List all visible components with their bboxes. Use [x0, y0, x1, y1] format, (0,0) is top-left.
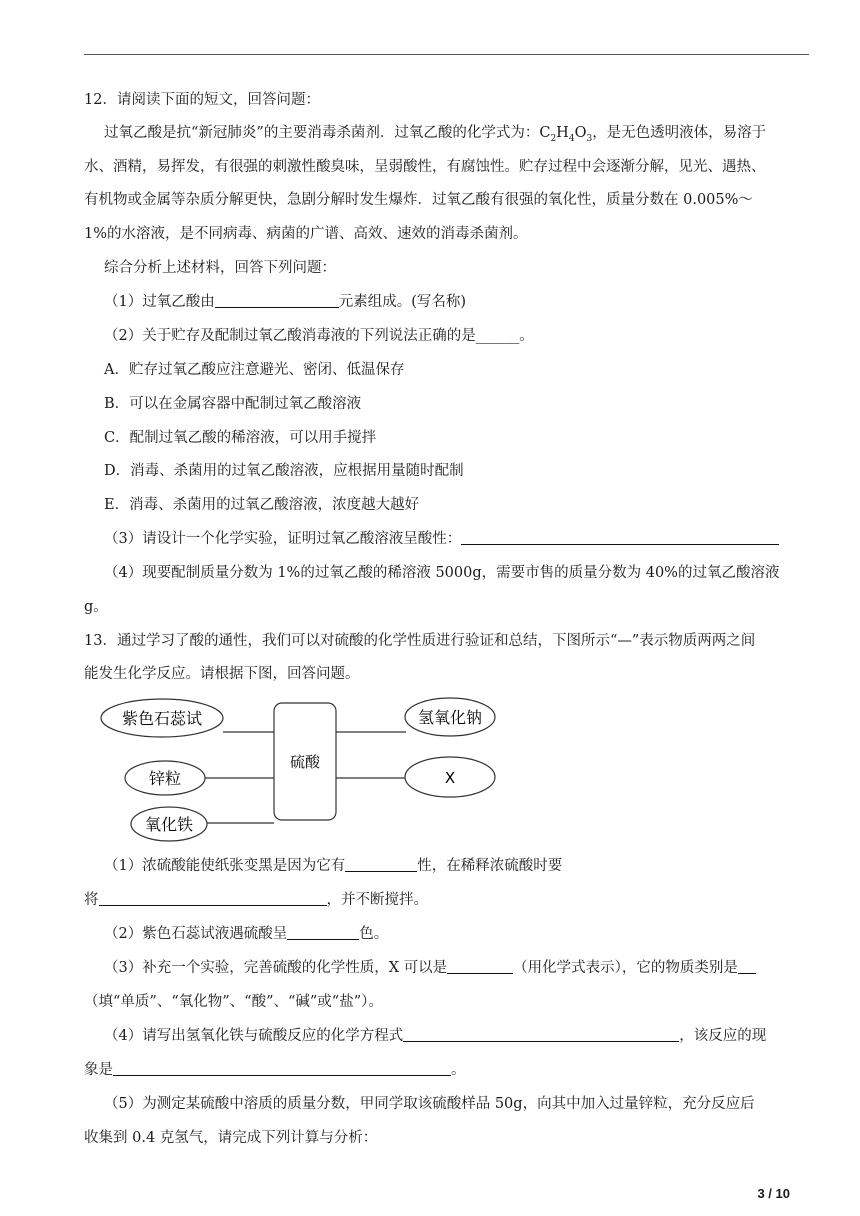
- q12-para-2: 水、酒精，易挥发，有很强的刺激性酸臭味，呈弱酸性，有腐蚀性。贮存过程中会逐渐分解，见光、遇热、: [84, 159, 766, 175]
- q13-sub-4: （4）请写出氢氧化铁与硫酸反应的化学方程式 ，该反应的现: [104, 1028, 767, 1044]
- q12-sub-4-cont: g。: [84, 599, 108, 615]
- q12-para-1: 过氧乙酸是抗“新冠肺炎”的主要消毒杀菌剂．过氧乙酸的化学式为：$C_2H_4O_3$，是无色透明液体，易溶于: [104, 125, 767, 144]
- answer-blank[interactable]: [113, 1060, 451, 1076]
- q13-stem-1: 13．通过学习了酸的通性，我们可以对硫酸的化学性质进行验证和总结，下图所示“—”表示物质两两之间: [84, 633, 756, 649]
- q12-option-b: B．可以在金属容器中配制过氧乙酸溶液: [104, 396, 362, 412]
- q12-sub-4: （4）现要配制质量分数为 1%的过氧乙酸的稀溶液 5000g，需要市售的质量分数为 40%的过氧乙酸溶液: [104, 565, 780, 581]
- answer-blank[interactable]: [215, 292, 339, 308]
- q12-sub-3: （3）请设计一个化学实验，证明过氧乙酸溶液呈酸性：: [104, 529, 779, 549]
- q13-sub-4-cont: 象是 。: [84, 1062, 466, 1078]
- q12-stem: 12．请阅读下面的短文，回答问题：: [84, 92, 320, 108]
- q13-sub-2: （2）紫色石蕊试液遇硫酸呈 色。: [104, 926, 389, 942]
- answer-blank[interactable]: [403, 1026, 679, 1042]
- q13-sub-5-cont: 收集到 0.4 克氢气，请完成下列计算与分析：: [84, 1130, 378, 1146]
- q12-option-e: E．消毒、杀菌用的过氧乙酸溶液，浓度越大越好: [104, 497, 420, 513]
- q12-para-4: 1%的水溶液，是不同病毒、病菌的广谱、高效、速效的消毒杀菌剂。: [84, 226, 528, 242]
- answer-blank[interactable]: [447, 958, 513, 974]
- node-naoh: 氢氧化钠: [417, 708, 483, 727]
- q12-option-c: C．配制过氧乙酸的稀溶液，可以用手搅拌: [104, 430, 377, 446]
- answer-blank[interactable]: [345, 856, 417, 872]
- q12-sub-1: （1）过氧乙酸由 元素组成。(写名称): [104, 294, 467, 310]
- node-litmus: 紫色石蕊试: [121, 709, 203, 728]
- q13-sub-3-cont: （填“单质”、“氧化物”、“酸”、“碱”或“盐”）。: [84, 994, 383, 1010]
- q12-para-3: 有机物或金属等杂质分解更快，急剧分解时发生爆炸．过氧乙酸有很强的氧化性，质量分数在 0.005%～: [84, 192, 753, 208]
- node-iron-oxide: 氧化铁: [144, 815, 194, 834]
- header-rule: [84, 54, 809, 55]
- q13-stem-2: 能发生化学反应。请根据下图，回答问题。: [84, 666, 360, 682]
- page-number: 3 / 10: [757, 1186, 790, 1201]
- answer-blank[interactable]: [99, 890, 327, 906]
- center-label: 硫酸: [289, 753, 321, 771]
- node-zinc: 锌粒: [148, 769, 182, 788]
- answer-blank[interactable]: [738, 958, 756, 974]
- q12-option-d: D．消毒、杀菌用的过氧乙酸溶液，应根据用量随时配制: [104, 463, 464, 479]
- q13-sub-1-cont: 将 ，并不断搅拌。: [84, 892, 428, 908]
- reaction-diagram: [100, 695, 500, 845]
- q12-para-5: 综合分析上述材料，回答下列问题：: [104, 260, 336, 276]
- answer-blank[interactable]: ______: [475, 328, 520, 344]
- q13-sub-5: （5）为测定某硫酸中溶质的质量分数，甲同学取该硫酸样品 50g，向其中加入过量锌粒，充分反应后: [104, 1096, 755, 1112]
- q13-sub-3: （3）补充一个实验，完善硫酸的化学性质，X 可以是 （用化学式表示），它的物质类别是: [104, 958, 756, 978]
- answer-blank[interactable]: [287, 924, 359, 940]
- q12-option-a: A．贮存过氧乙酸应注意避光、密闭、低温保存: [104, 362, 405, 378]
- node-x: X: [444, 769, 456, 787]
- answer-blank[interactable]: [461, 529, 779, 545]
- q13-sub-1: （1）浓硫酸能使纸张变黑是因为它有 性，在稀释浓硫酸时要: [104, 858, 563, 874]
- q12-sub-2: （2）关于贮存及配制过氧乙酸消毒液的下列说法正确的是______。: [104, 328, 534, 344]
